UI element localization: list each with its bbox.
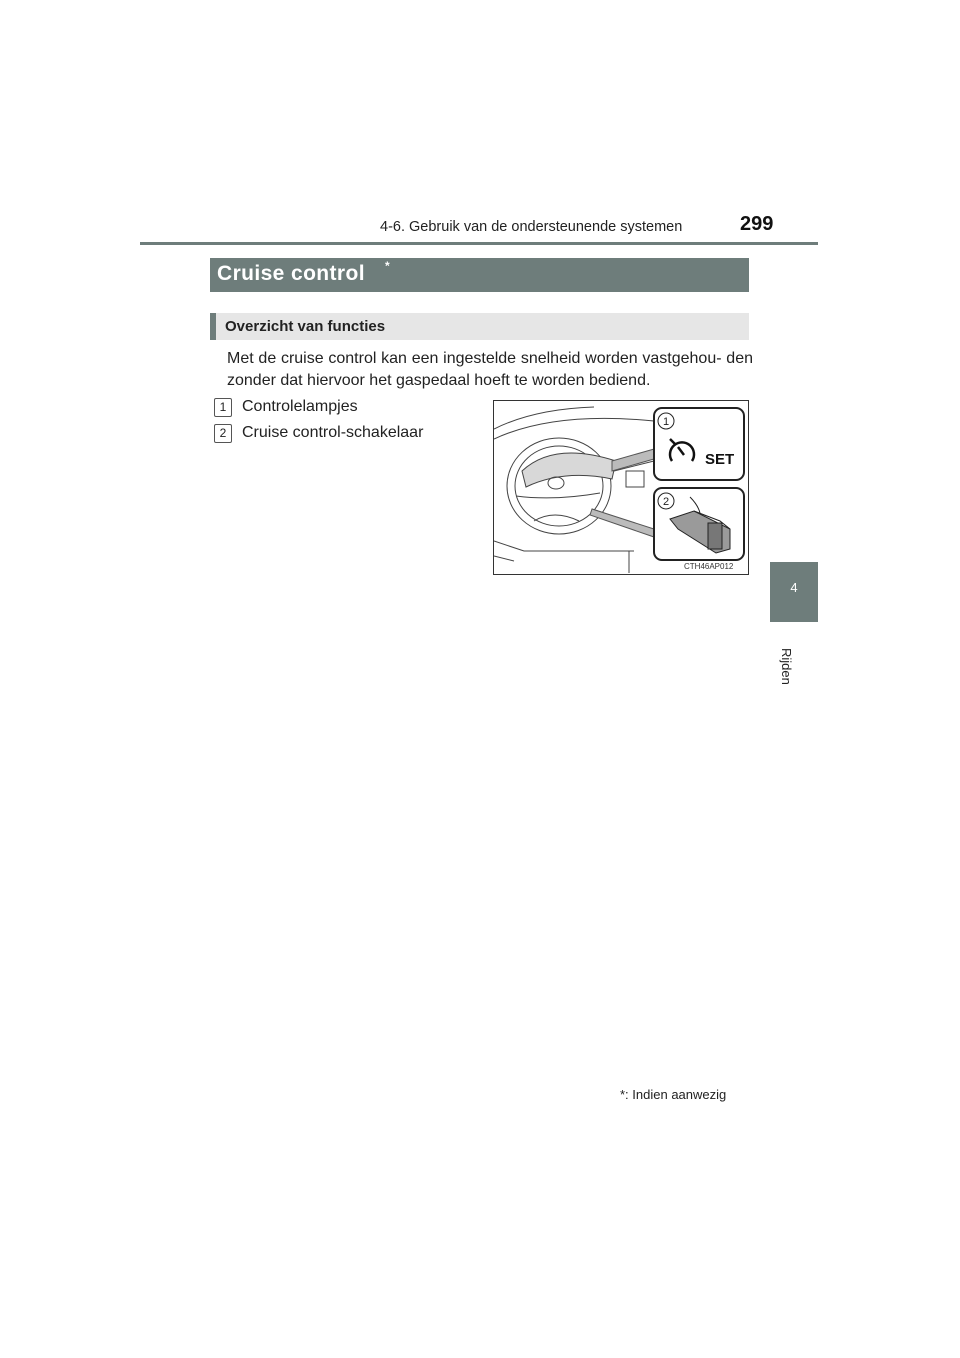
set-label: SET (705, 451, 735, 468)
item-label: Controlelampjes (242, 398, 358, 415)
body-paragraph: Met de cruise control kan een ingestelde snelheid worden vastgehou- den zonder dat hiervoor het gaspedaal hoeft te worden bediend. (227, 350, 753, 389)
item-label: Cruise control-schakelaar (242, 424, 424, 441)
callout-1-number: 1 (662, 416, 670, 428)
list-item (214, 424, 424, 443)
callout-2-number: 2 (662, 496, 670, 508)
list-item (214, 398, 358, 417)
section-header: 4-6. Gebruik van de ondersteunende systemen (380, 219, 683, 235)
subtitle: Overzicht van functies (225, 318, 386, 335)
figure-code: CTH46AP012 (684, 562, 734, 571)
title-bar (210, 258, 749, 292)
chapter-tab (770, 562, 818, 622)
item-number-badge: 1 (214, 398, 232, 417)
dashboard-illustration (494, 401, 748, 574)
subtitle-accent (210, 313, 216, 340)
title-asterisk: * (385, 259, 390, 273)
chapter-label (772, 648, 816, 708)
subtitle-bar (210, 313, 749, 340)
header-rule (140, 242, 818, 245)
footnote: *: Indien aanwezig (620, 1087, 727, 1102)
page-title: Cruise control (217, 262, 365, 285)
chapter-label-text: Rijden (779, 648, 794, 685)
cruise-control-figure (493, 400, 749, 575)
item-number-badge: 2 (214, 424, 232, 443)
page-number: 299 (740, 213, 774, 235)
chapter-number: 4 (790, 580, 798, 595)
